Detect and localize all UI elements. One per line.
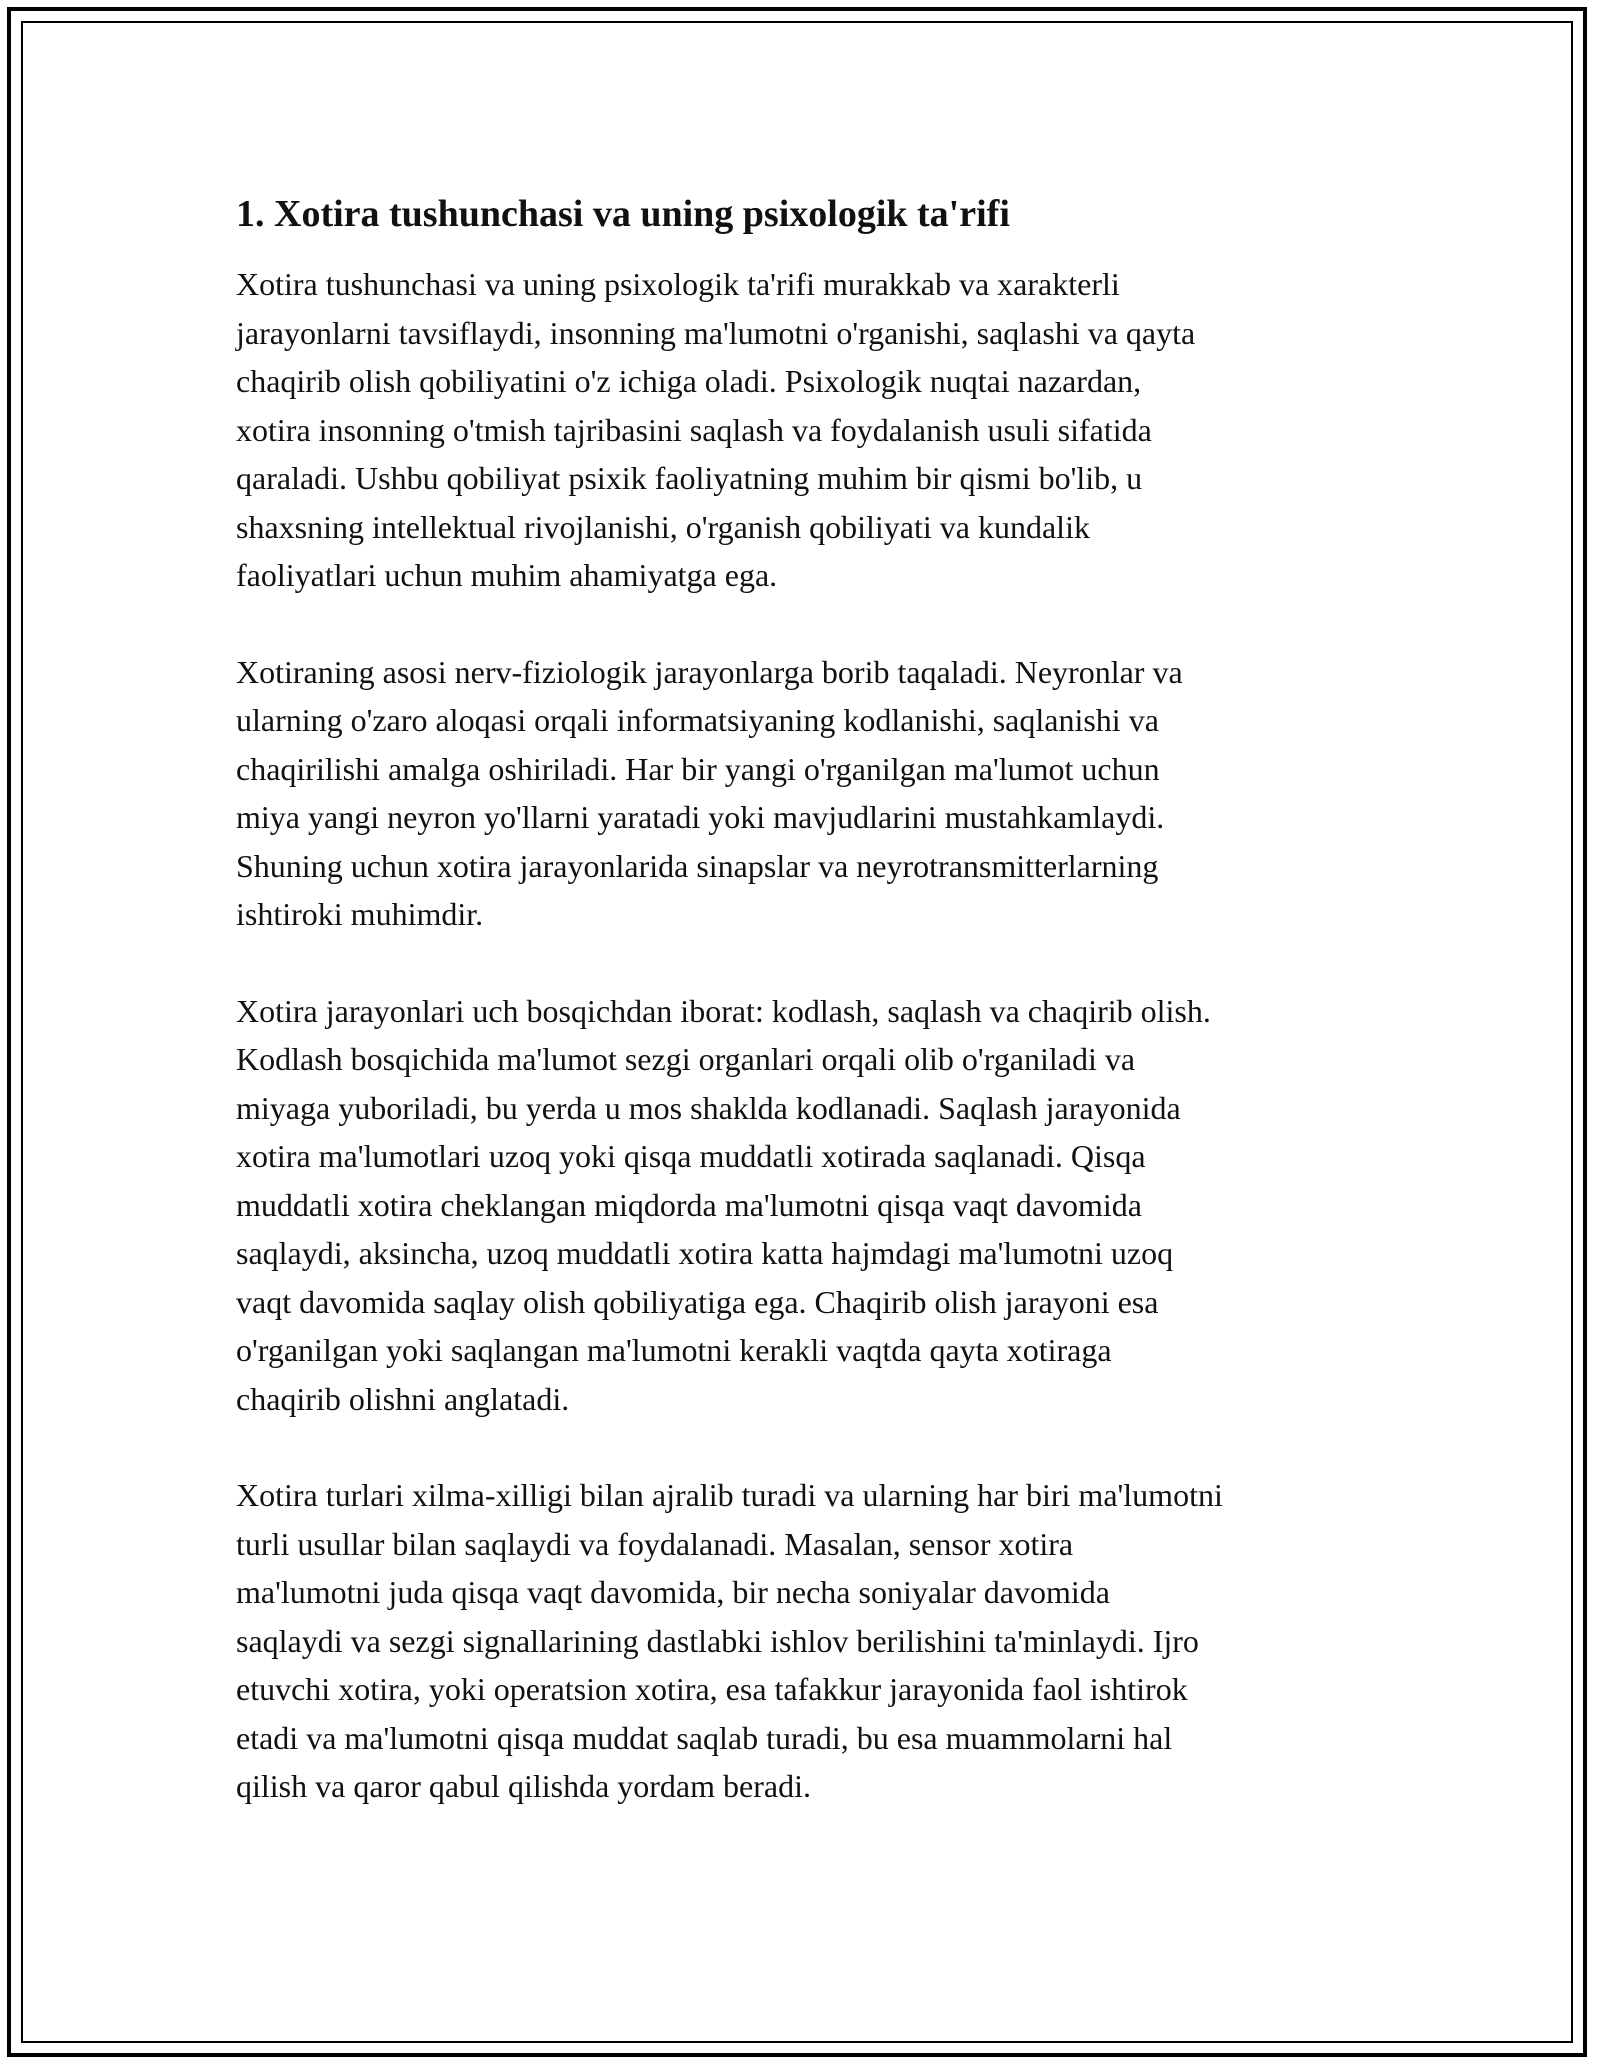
- document-body: [236, 190, 1386, 1859]
- paragraph-4: Xotira turlari xilma-xilligi bilan ajralib turadi va ularning har biri ma'lumotni turli usullar bilan saqlaydi va foydalanadi. Masalan, sensor xotira ma'lumotni juda qisqa vaqt davomida, bir necha soniyalar davomida saqlaydi va sezgi signallarining dastlabki ishlov berilishini ta'minlaydi. Ijro etuvchi xotira, yoki operatsion xotira, esa tafakkur jarayonida faol ishtirok etadi va ma'lumotni qisqa muddat saqlab turadi, bu esa muammolarni hal qilish va qaror qabul qilishda yordam beradi.: [236, 1477, 1223, 1804]
- section-heading: 1. Xotira tushunchasi va uning psixologik ta'rifi: [236, 193, 1010, 235]
- paragraph-1: Xotira tushunchasi va uning psixologik ta'rifi murakkab va xarakterli jarayonlarni tavsiflaydi, insonning ma'lumotni o'rganishi, saqlashi va qayta chaqirib olish qobiliyatini o'z ichiga oladi. Psixologik nuqtai nazardan, xotira insonning o'tmish tajribasini saqlash va foydalanish usuli sifatida qaraladi. Ushbu qobiliyat psixik faoliyatning muhim bir qismi bo'lib, u shaxsning intellektual rivojlanishi, o'rganish qobiliyati va kundalik faoliyatlari uchun muhim ahamiyatga ega.: [236, 266, 1196, 593]
- paragraph-2: Xotiraning asosi nerv-fiziologik jarayonlarga borib taqaladi. Neyronlar va ularning o'zaro aloqasi orqali informatsiyaning kodlanishi, saqlanishi va chaqirilishi amalga oshiriladi. Har bir yangi o'rganilgan ma'lumot uchun miya yangi neyron yo'llarni yaratadi yoki mavjudlarini mustahkamlaydi. Shuning uchun xotira jarayonlarida sinapslar va neyrotransmitterlarning ishtiroki muhimdir.: [236, 653, 1183, 932]
- paragraph-3: Xotira jarayonlari uch bosqichdan iborat: kodlash, saqlash va chaqirib olish. Kodlash bosqichida ma'lumot sezgi organlari orqali olib o'rganiladi va miyaga yuboriladi, bu yerda u mos shaklda kodlanadi. Saqlash jarayonida xotira ma'lumotlari uzoq yoki qisqa muddatli xotirada saqlanadi. Qisqa muddatli xotira cheklangan miqdorda ma'lumotni qisqa vaqt davomida saqlaydi, aksincha, uzoq muddatli xotira katta hajmdagi ma'lumotni uzoq vaqt davomida saqlay olish qobiliyatiga ega. Chaqirib olish jarayoni esa o'rganilgan yoki saqlangan ma'lumotni kerakli vaqtda qayta xotiraga chaqirib olishni anglatadi.: [236, 992, 1211, 1417]
